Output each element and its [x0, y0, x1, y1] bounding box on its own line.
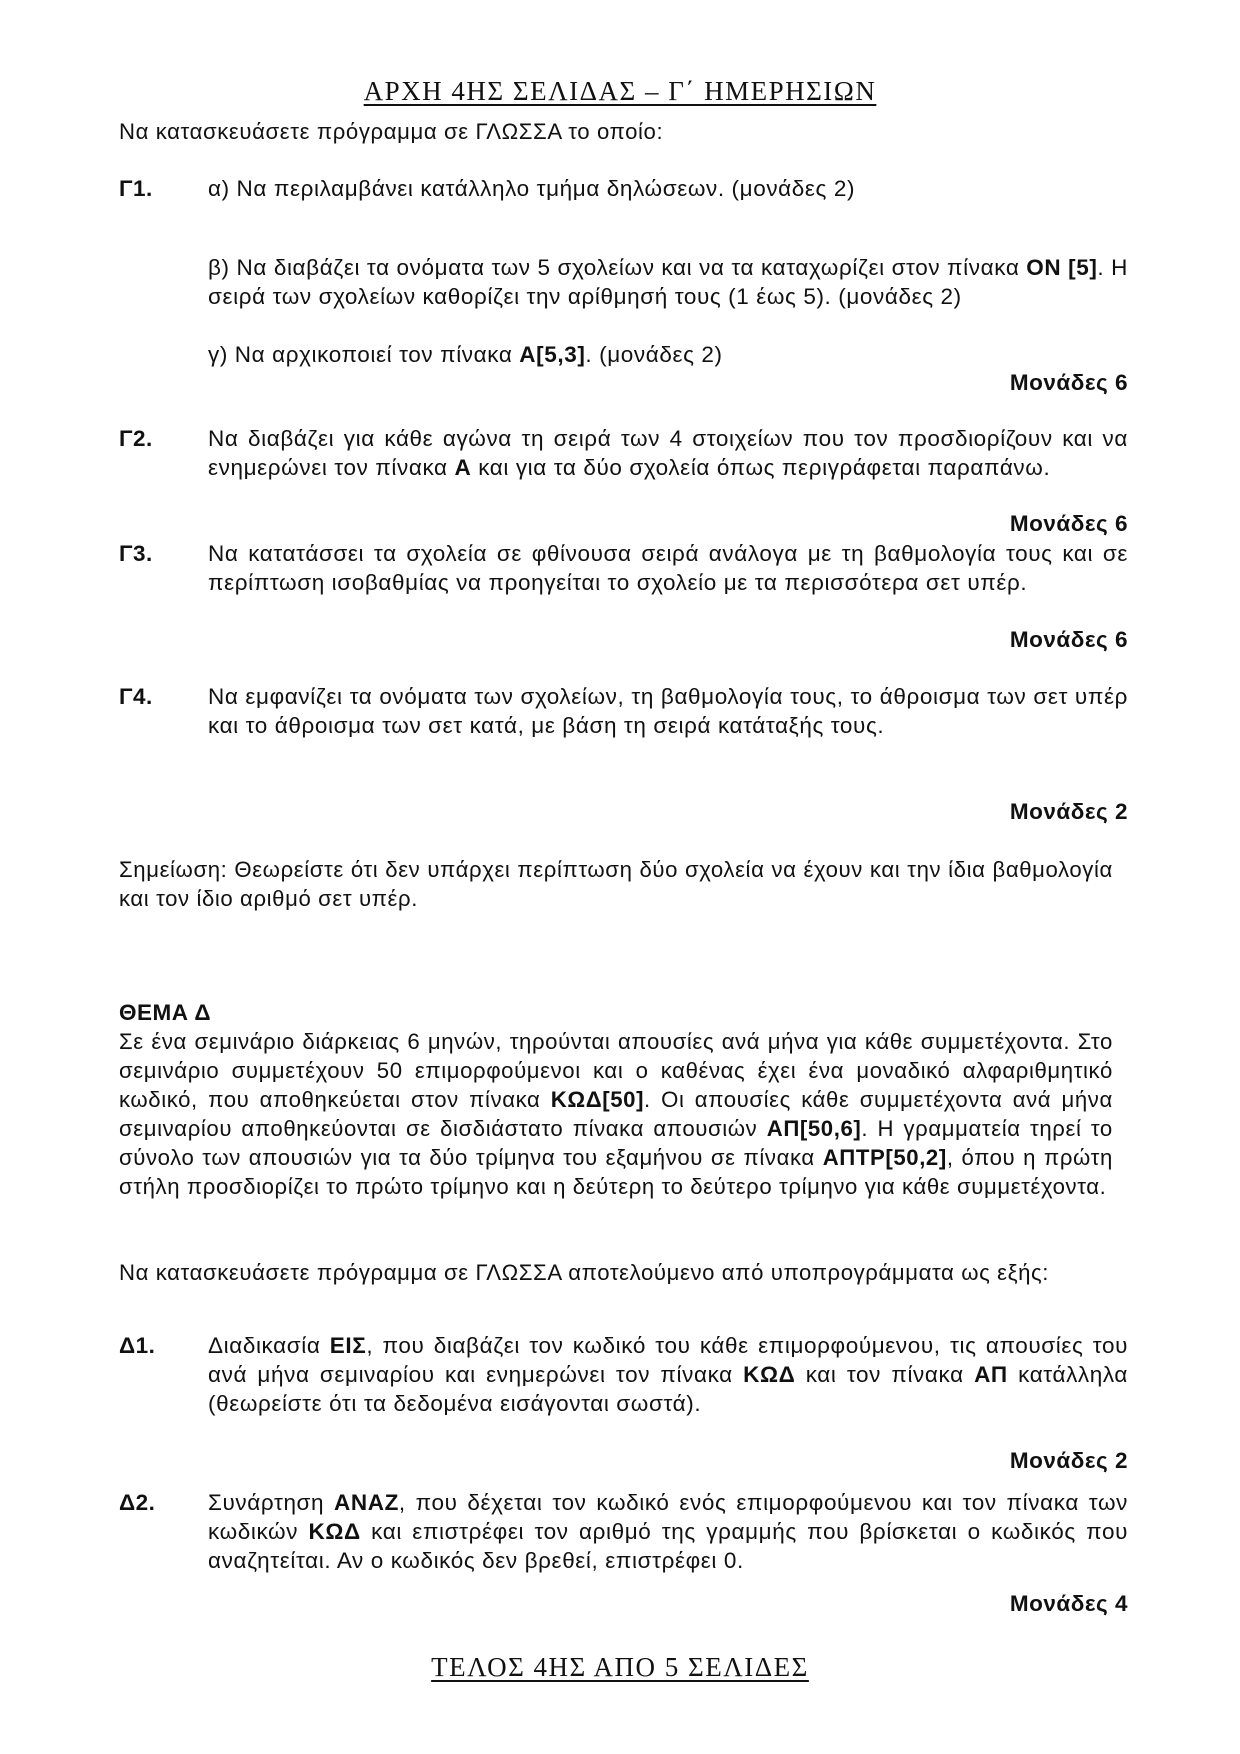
- question-label-g4: Γ4.: [119, 684, 153, 709]
- intro-text: Να κατασκευάσετε πρόγραμμα σε ΓΛΩΣΣΑ το οποίο:: [119, 119, 664, 144]
- array-a: Α[5,3]: [519, 342, 586, 367]
- g4-marks: Μονάδες 2: [1009, 799, 1128, 824]
- section-title-thema-d: ΘΕΜΑ Δ: [119, 1000, 212, 1025]
- question-label-g1: Γ1.: [119, 176, 153, 201]
- d2-marks: Μονάδες 4: [1009, 1591, 1128, 1616]
- g1-marks: Μονάδες 6: [1009, 370, 1128, 395]
- page-footer: [0, 1652, 1240, 1683]
- g1-part-a: α) Να περιλαμβάνει κατάλληλο τμήμα δηλώσεων. (μονάδες 2): [208, 176, 856, 201]
- d2-text: Συνάρτηση ΑΝΑΖ, που δέχεται τον κωδικό ενός επιμορφούμενου και τον πίνακα των κωδικών ΚΩΔ και επιστρέφει τον αριθμό της γραμμής που βρίσκεται ο κωδικός που αναζητείται. Αν ο κωδικός δεν βρεθεί, επιστρέφει 0.: [208, 1490, 1128, 1573]
- question-label-d1: Δ1.: [119, 1333, 156, 1358]
- g3-marks: Μονάδες 6: [1009, 627, 1128, 652]
- g1-part-b: β) Να διαβάζει τα ονόματα των 5 σχολείων και να τα καταχωρίζει στον πίνακα ΟΝ [5]. Η σειρά των σχολείων καθορίζει την αρίθμησή τους (1 έως 5). (μονάδες 2): [208, 255, 1128, 309]
- note-text: Σημείωση: Θεωρείστε ότι δεν υπάρχει περίπτωση δύο σχολεία να έχουν και την ίδια βαθμολογία και τον ίδιο αριθμό σετ υπέρ.: [119, 857, 1113, 911]
- question-label-d2: Δ2.: [119, 1490, 156, 1515]
- page-header-text: ΑΡΧΗ 4ΗΣ ΣΕΛΙΔΑΣ – Γ΄ ΗΜΕΡΗΣΙΩΝ: [363, 76, 877, 106]
- g4-text: Να εμφανίζει τα ονόματα των σχολείων, τη βαθμολογία τους, το άθροισμα των σετ υπέρ και το άθροισμα των σετ κατά, με βάση τη σειρά κατάταξής τους.: [208, 684, 1128, 738]
- question-label-g2: Γ2.: [119, 426, 153, 451]
- g2-marks: Μονάδες 6: [1009, 511, 1128, 536]
- d1-text: Διαδικασία ΕΙΣ, που διαβάζει τον κωδικό του κάθε επιμορφούμενου, τις απουσίες του ανά μήνα σεμιναρίου και ενημερώνει τον πίνακα ΚΩΔ και τον πίνακα ΑΠ κατάλληλα (θεωρείστε ότι τα δεδομένα εισάγονται σωστά).: [208, 1333, 1129, 1416]
- question-label-g3: Γ3.: [119, 541, 153, 566]
- thema-d-instruction: Να κατασκευάσετε πρόγραμμα σε ΓΛΩΣΣΑ αποτελούμενο από υποπρογράμματα ως εξής:: [119, 1260, 1050, 1285]
- page-footer-text: ΤΕΛΟΣ 4ΗΣ ΑΠΟ 5 ΣΕΛΙΔΕΣ: [431, 1652, 809, 1682]
- page-header: [0, 76, 1240, 107]
- g3-text: Να κατατάσσει τα σχολεία σε φθίνουσα σειρά ανάλογα με τη βαθμολογία τους και σε περίπτωση ισοβαθμίας να προηγείται το σχολείο με τα περισσότερα σετ υπέρ.: [208, 541, 1128, 595]
- g1-part-c: γ) Να αρχικοποιεί τον πίνακα Α[5,3]. (μονάδες 2): [208, 342, 723, 367]
- array-on: ΟΝ [5]: [1026, 255, 1098, 280]
- g2-text: Να διαβάζει για κάθε αγώνα τη σειρά των 4 στοιχείων που τον προσδιορίζουν και να ενημερώνει τον πίνακα Α και για τα δύο σχολεία όπως περιγράφεται παραπάνω.: [208, 426, 1128, 480]
- thema-d-paragraph: Σε ένα σεμινάριο διάρκειας 6 μηνών, τηρούνται απουσίες ανά μήνα για κάθε συμμετέχοντα. Στο σεμινάριο συμμετέχουν 50 επιμορφούμενοι και ο καθένας έχει ένα μοναδικό αλφαριθμητικό κωδικό, που αποθηκεύεται στον πίνακα ΚΩΔ[50]. Οι απουσίες κάθε συμμετέχοντα ανά μήνα σεμιναρίου αποθηκεύονται σε δισδιάστατο πίνακα απουσιών ΑΠ[50,6]. Η γραμματεία τηρεί το σύνολο των απουσιών για τα δύο τρίμηνα του εξαμήνου σε πίνακα ΑΠΤΡ[50,2], όπου η πρώτη στήλη προσδιορίζει το πρώτο τρίμηνο και η δεύτερη το δεύτερο τρίμηνο για κάθε συμμετέχοντα.: [119, 1029, 1113, 1199]
- d1-marks: Μονάδες 2: [1009, 1448, 1128, 1473]
